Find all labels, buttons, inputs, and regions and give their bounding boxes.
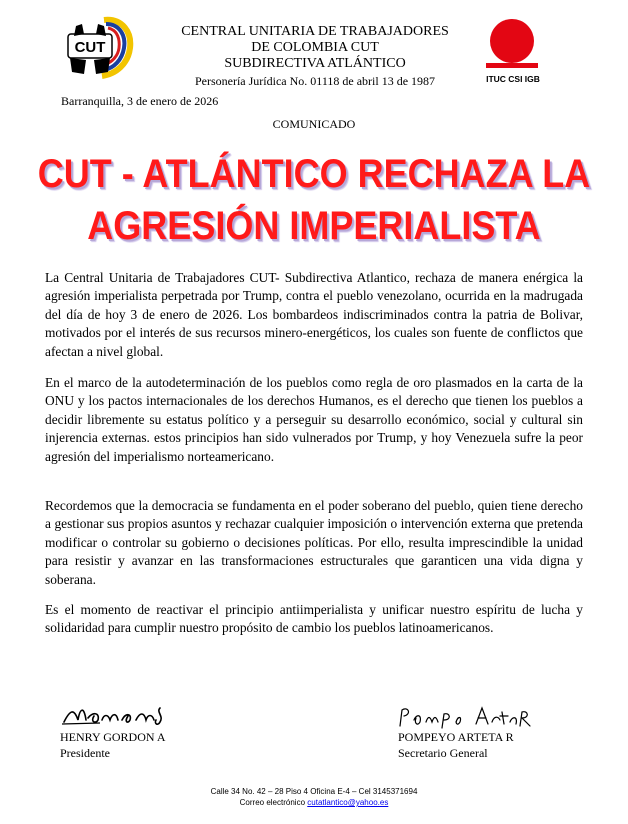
body-paragraph-4: Es el momento de reactivar el principio antiimperialista y unificar nuestro espíritu de lucha y solidaridad para cumplir nuestro propósito de cambio los pueblos latinoamericanos. [45,602,583,636]
org-name-line1: CENTRAL UNITARIA DE TRABAJADORES [181,24,449,39]
document-type: COMUNICADO [272,117,356,131]
cut-logo [62,14,136,80]
footer-email-link[interactable]: cutatlantico@yahoo.es [307,798,389,807]
footer-email-label: Correo electrónico [239,798,306,807]
document-date: Barranquilla, 3 de enero de 2026 [61,94,219,108]
org-name-line2: DE COLOMBIA CUT [251,40,379,55]
body-paragraph-2: En el marco de la autodeterminación de los pueblos como regla de oro plasmados en la carta de la ONU y los pactos internacionales de los derechos Humanos, es el derecho que tienen los pueblos a decidir libremente su estatus político y a perseguir su desarrollo económico, social y cultural sin injerencia externas. estos principios han sido vulnerados por Trump, y hoy Venezuela sufre la peor agresión del imperialismo norteamericano. [45,375,583,464]
personeria-juridica: Personería Jurídica No. 01118 de abril 13 de 1987 [194,74,436,88]
ituc-label: ITUC CSI IGB [486,74,540,84]
cut-logo-text: CUT [74,39,106,56]
footer-address: Calle 34 No. 42 – 28 Piso 4 Oficina E-4 – Cel 3145371694 [210,787,418,796]
body-paragraph-1: La Central Unitaria de Trabajadores CUT- Subdirectiva Atlantico, rechaza de manera enérgica la agresión imperialista perpetrada por Trump, contra el pueblo venezolano, ocurrida en la madrugada del día de hoy 3 de enero de 2026. Los bombardeos indiscriminados contra la patria de Bolivar, motivados por el interés de sus recursos minero-energéticos, los cuales son fuente de conflictos que afectan a nivel global. [45,270,583,359]
headline-line1: CUT - ATLÁNTICO RECHAZA LA [37,152,591,196]
org-name-line3: SUBDIRECTIVA ATLÁNTICO [224,56,406,71]
signer-1-role: Presidente [60,746,110,760]
ituc-logo [478,16,548,88]
signer-1-name: HENRY GORDON A [60,730,166,744]
signer-2-role: Secretario General [398,746,488,760]
signer-2-name: POMPEYO ARTETA R [398,730,514,744]
headline-line2: AGRESIÓN IMPERIALISTA [87,204,541,248]
body-paragraph-3: Recordemos que la democracia se fundamenta en el poder soberano del pueblo, quien tiene derecho a gestionar sus propios asuntos y rechazar cualquier imposición o intervención externa que pretenda modificar o controlar su gobierno o decisiones políticas. Por ello, resulta imprescindible la unidad para resistir y avanzar en las transformaciones estructurales que garanticen una vida digna y soberana. [45,498,583,587]
footer-email-line [0,797,628,808]
